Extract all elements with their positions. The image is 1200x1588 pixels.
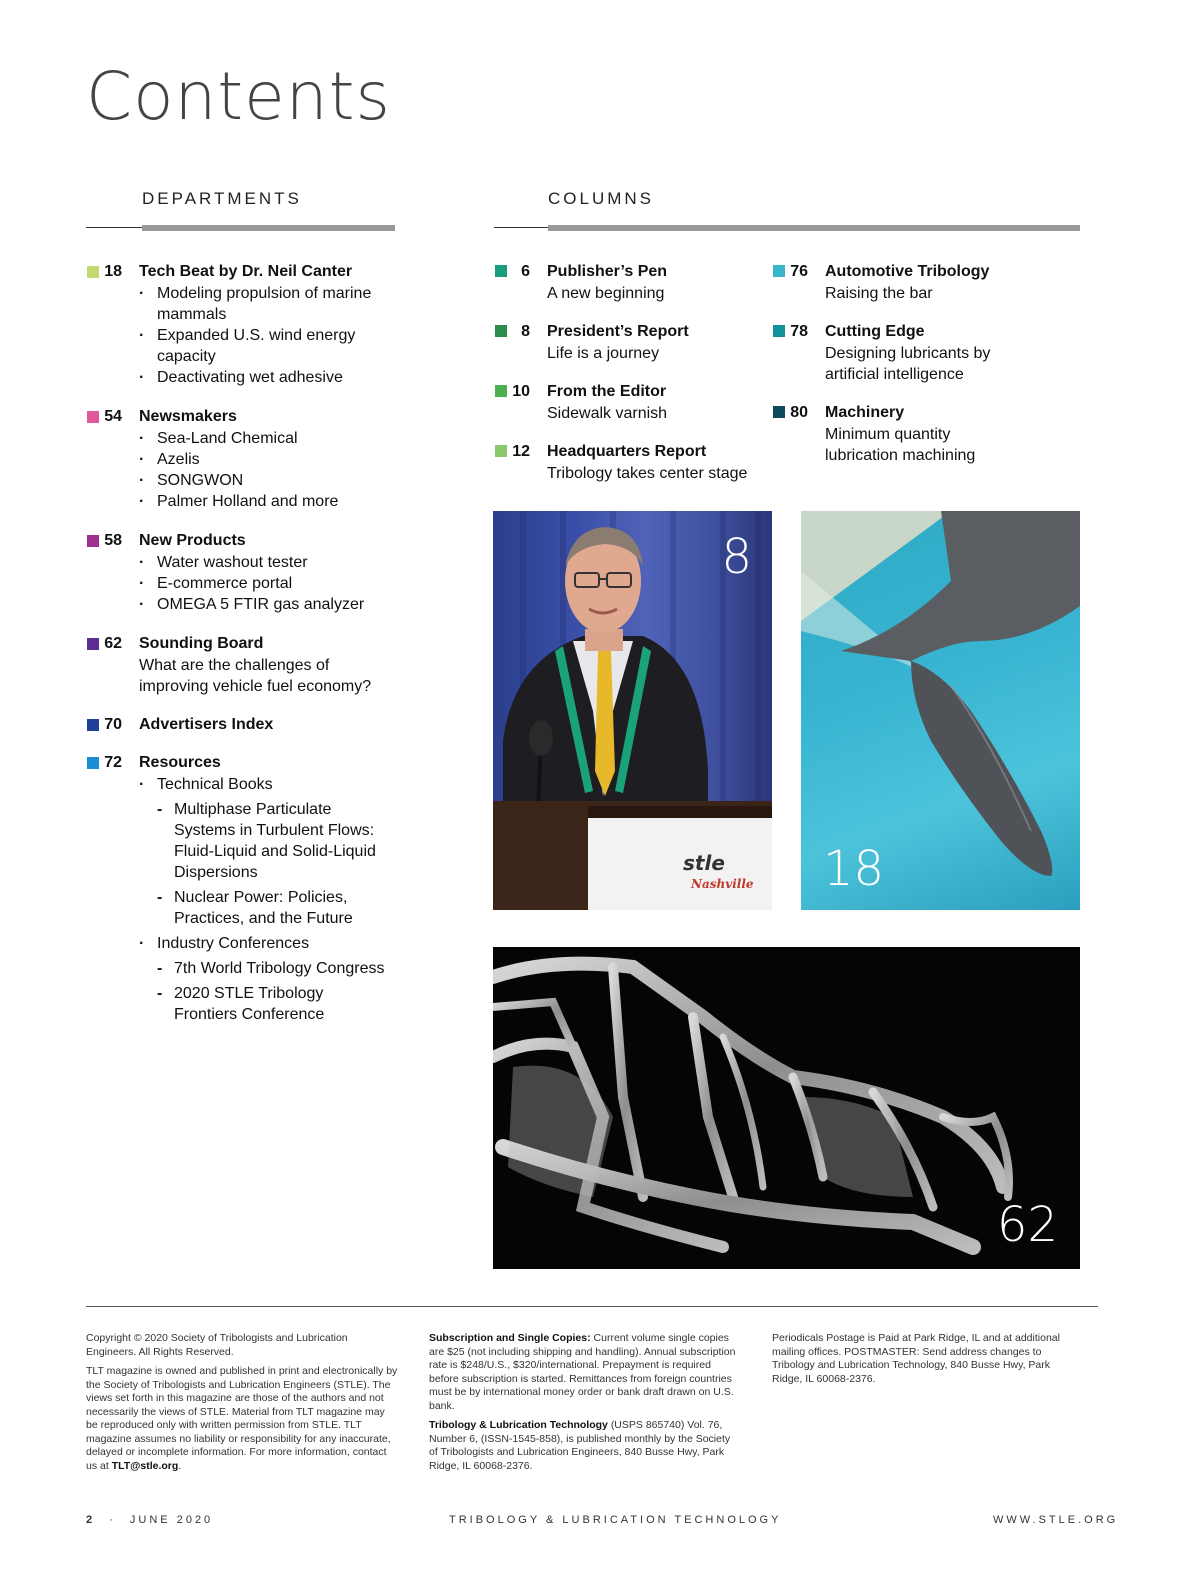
page-number: 18 [104,263,122,280]
entry-title: Cutting Edge [825,323,925,340]
page-number: 62 [104,635,122,652]
list-item: · Deactivating wet adhesive [139,367,379,388]
color-swatch [495,445,507,457]
list-item: · E-commerce portal [139,573,399,594]
entry-subtitle: Designing lubricants by artificial intelligence [825,345,991,383]
columns-heading: COLUMNS [548,189,655,208]
page-number: 10 [512,383,530,400]
footer-rule [86,1306,1098,1307]
bullet-list [139,428,379,512]
page-number: 72 [104,754,122,771]
folio-left [86,1514,213,1526]
entry-title: Advertisers Index [139,716,274,733]
color-swatch [773,265,785,277]
page-number: 6 [521,263,530,280]
page-number: 12 [512,443,530,460]
entry-title: Automotive Tribology [825,263,990,280]
list-item: · SONGWON [139,470,379,491]
color-swatch [87,719,99,731]
page-number: 78 [790,323,808,340]
footer-subscription-column [429,1332,739,1479]
list-item: - Nuclear Power: Policies, Practices, and the Future [157,887,389,929]
page-number: 58 [104,532,122,549]
color-swatch [87,266,99,278]
list-item: · Azelis [139,449,379,470]
color-swatch [495,325,507,337]
page-number: 80 [790,404,808,421]
color-swatch [87,638,99,650]
subscription-text: Subscription and Single Copies: Current volume single copies are $25 (not including shipping and handling). Annual subscription rate is $248/U.S., $320/international. Prepayment is required before subscription is started. Remittances from foreign countries must be by international money order or bank draft drawn on U.S. bank. [429,1332,736,1412]
resources-list [139,774,389,1025]
color-swatch [87,411,99,423]
ownership-text: TLT magazine is owned and published in print and electronically by the Society of Tribologists and Lubrication Engineers (STLE). The views set forth in this magazine are those of the authors and not necessarily the views of STLE. Material from TLT magazine may be reproduced only with written permission from STLE. TLT magazine assumes no liability or responsibility for any inaccurate, delayed or incomplete information. For more information, contact us at TLT@stle.org. [86,1365,398,1472]
entry-subtitle: A new beginning [547,285,665,302]
entry-title: Newsmakers [139,408,237,425]
departments-rule-bar [142,225,395,231]
group-label: Technical Books [157,776,273,793]
color-swatch [773,406,785,418]
list-item: · Modeling propulsion of marine mammals [139,283,379,325]
list-item: · Sea-Land Chemical [139,428,379,449]
postage-text: Periodicals Postage is Paid at Park Ridge, IL and at additional mailing offices. POSTMASTER: Send address changes to Tribology and Lubrication Technology, 840 Busse Hwy, Park Ridge, IL 60068-2376. [772,1332,1060,1385]
folio-website[interactable]: WWW.STLE.ORG [993,1514,1119,1526]
bullet-list [139,552,399,615]
entry-title: Machinery [825,404,905,421]
photo-car-frame[interactable] [493,947,1080,1269]
group-label: Industry Conferences [157,935,310,952]
stle-logo: stle [683,851,725,875]
contact-email-link[interactable]: TLT@stle.org [111,1459,179,1472]
bullet-list [139,283,379,388]
departments-heading: DEPARTMENTS [142,189,302,208]
entry-title: Resources [139,754,221,771]
folio-page-number: 2 [86,1514,96,1526]
entry-title: Tech Beat by Dr. Neil Canter [139,263,353,280]
entry-subtitle: Sidewalk varnish [547,405,668,422]
entry-subtitle: Minimum quantity lubrication machining [825,426,976,464]
list-item: - 7th World Tribology Congress [157,958,389,979]
color-swatch [87,535,99,547]
list-item: · Expanded U.S. wind energy capacity [139,325,379,367]
color-swatch [495,265,507,277]
stle-logo-subtitle: Nashville [691,877,754,891]
page-number: 70 [104,716,122,733]
list-item: · OMEGA 5 FTIR gas analyzer [139,594,399,615]
list-item: · Palmer Holland and more [139,491,379,512]
publication-text: Tribology & Lubrication Technology (USPS 865740) Vol. 76, Number 6, (ISSN-1545-858), is published monthly by the Society of Tribologists and Lubrication Engineers, 840 Busse Hwy, Park Ridge, IL 60068-2376. [429,1419,731,1472]
photo-page-number: 18 [823,841,885,897]
page-number: 54 [104,408,122,425]
sub-list [157,958,389,1025]
list-item [139,933,389,1025]
entry-title: Publisher’s Pen [547,263,668,280]
folio-magazine-title: TRIBOLOGY & LUBRICATION TECHNOLOGY [449,1514,782,1526]
entry-title: From the Editor [547,383,667,400]
entry-subtitle: Tribology takes center stage [547,465,748,482]
list-item [139,774,389,929]
folio-separator: · [109,1514,116,1526]
columns-rule-thin [494,227,548,228]
copyright-text: Copyright © 2020 Society of Tribologists and Lubrication Engineers. All Rights Reserved. [86,1332,348,1358]
page-number: 76 [790,263,808,280]
departments-rule-thin [86,227,142,228]
columns-rule-bar [548,225,1080,231]
entry-subtitle: Life is a journey [547,345,660,362]
list-item: · Water washout tester [139,552,399,573]
list-item: - 2020 STLE Tribology Frontiers Conference [157,983,389,1025]
sub-list [157,799,389,929]
entry-title: Sounding Board [139,635,264,652]
entry-subtitle: What are the challenges of improving vehicle fuel economy? [139,657,372,695]
entry-subtitle: Raising the bar [825,285,933,302]
footer-postage-column [772,1332,1072,1392]
color-swatch [87,757,99,769]
entry-title: President’s Report [547,323,689,340]
color-swatch [773,325,785,337]
color-swatch [495,385,507,397]
folio-date: JUNE 2020 [129,1514,214,1526]
footer-copyright-column [86,1332,398,1479]
photo-page-number: 8 [721,529,752,585]
photo-whale-tail[interactable] [801,511,1080,910]
car-frame-illustration [493,947,1080,1269]
list-item: - Multiphase Particulate Systems in Turbulent Flows: Fluid-Liquid and Solid-Liquid Dispersions [157,799,389,883]
entry-title: Headquarters Report [547,443,707,460]
photo-speaker-podium[interactable] [493,511,772,910]
photo-page-number: 62 [996,1197,1058,1253]
page-number: 8 [521,323,530,340]
entry-title: New Products [139,532,246,549]
page-title: Contents [86,58,391,135]
